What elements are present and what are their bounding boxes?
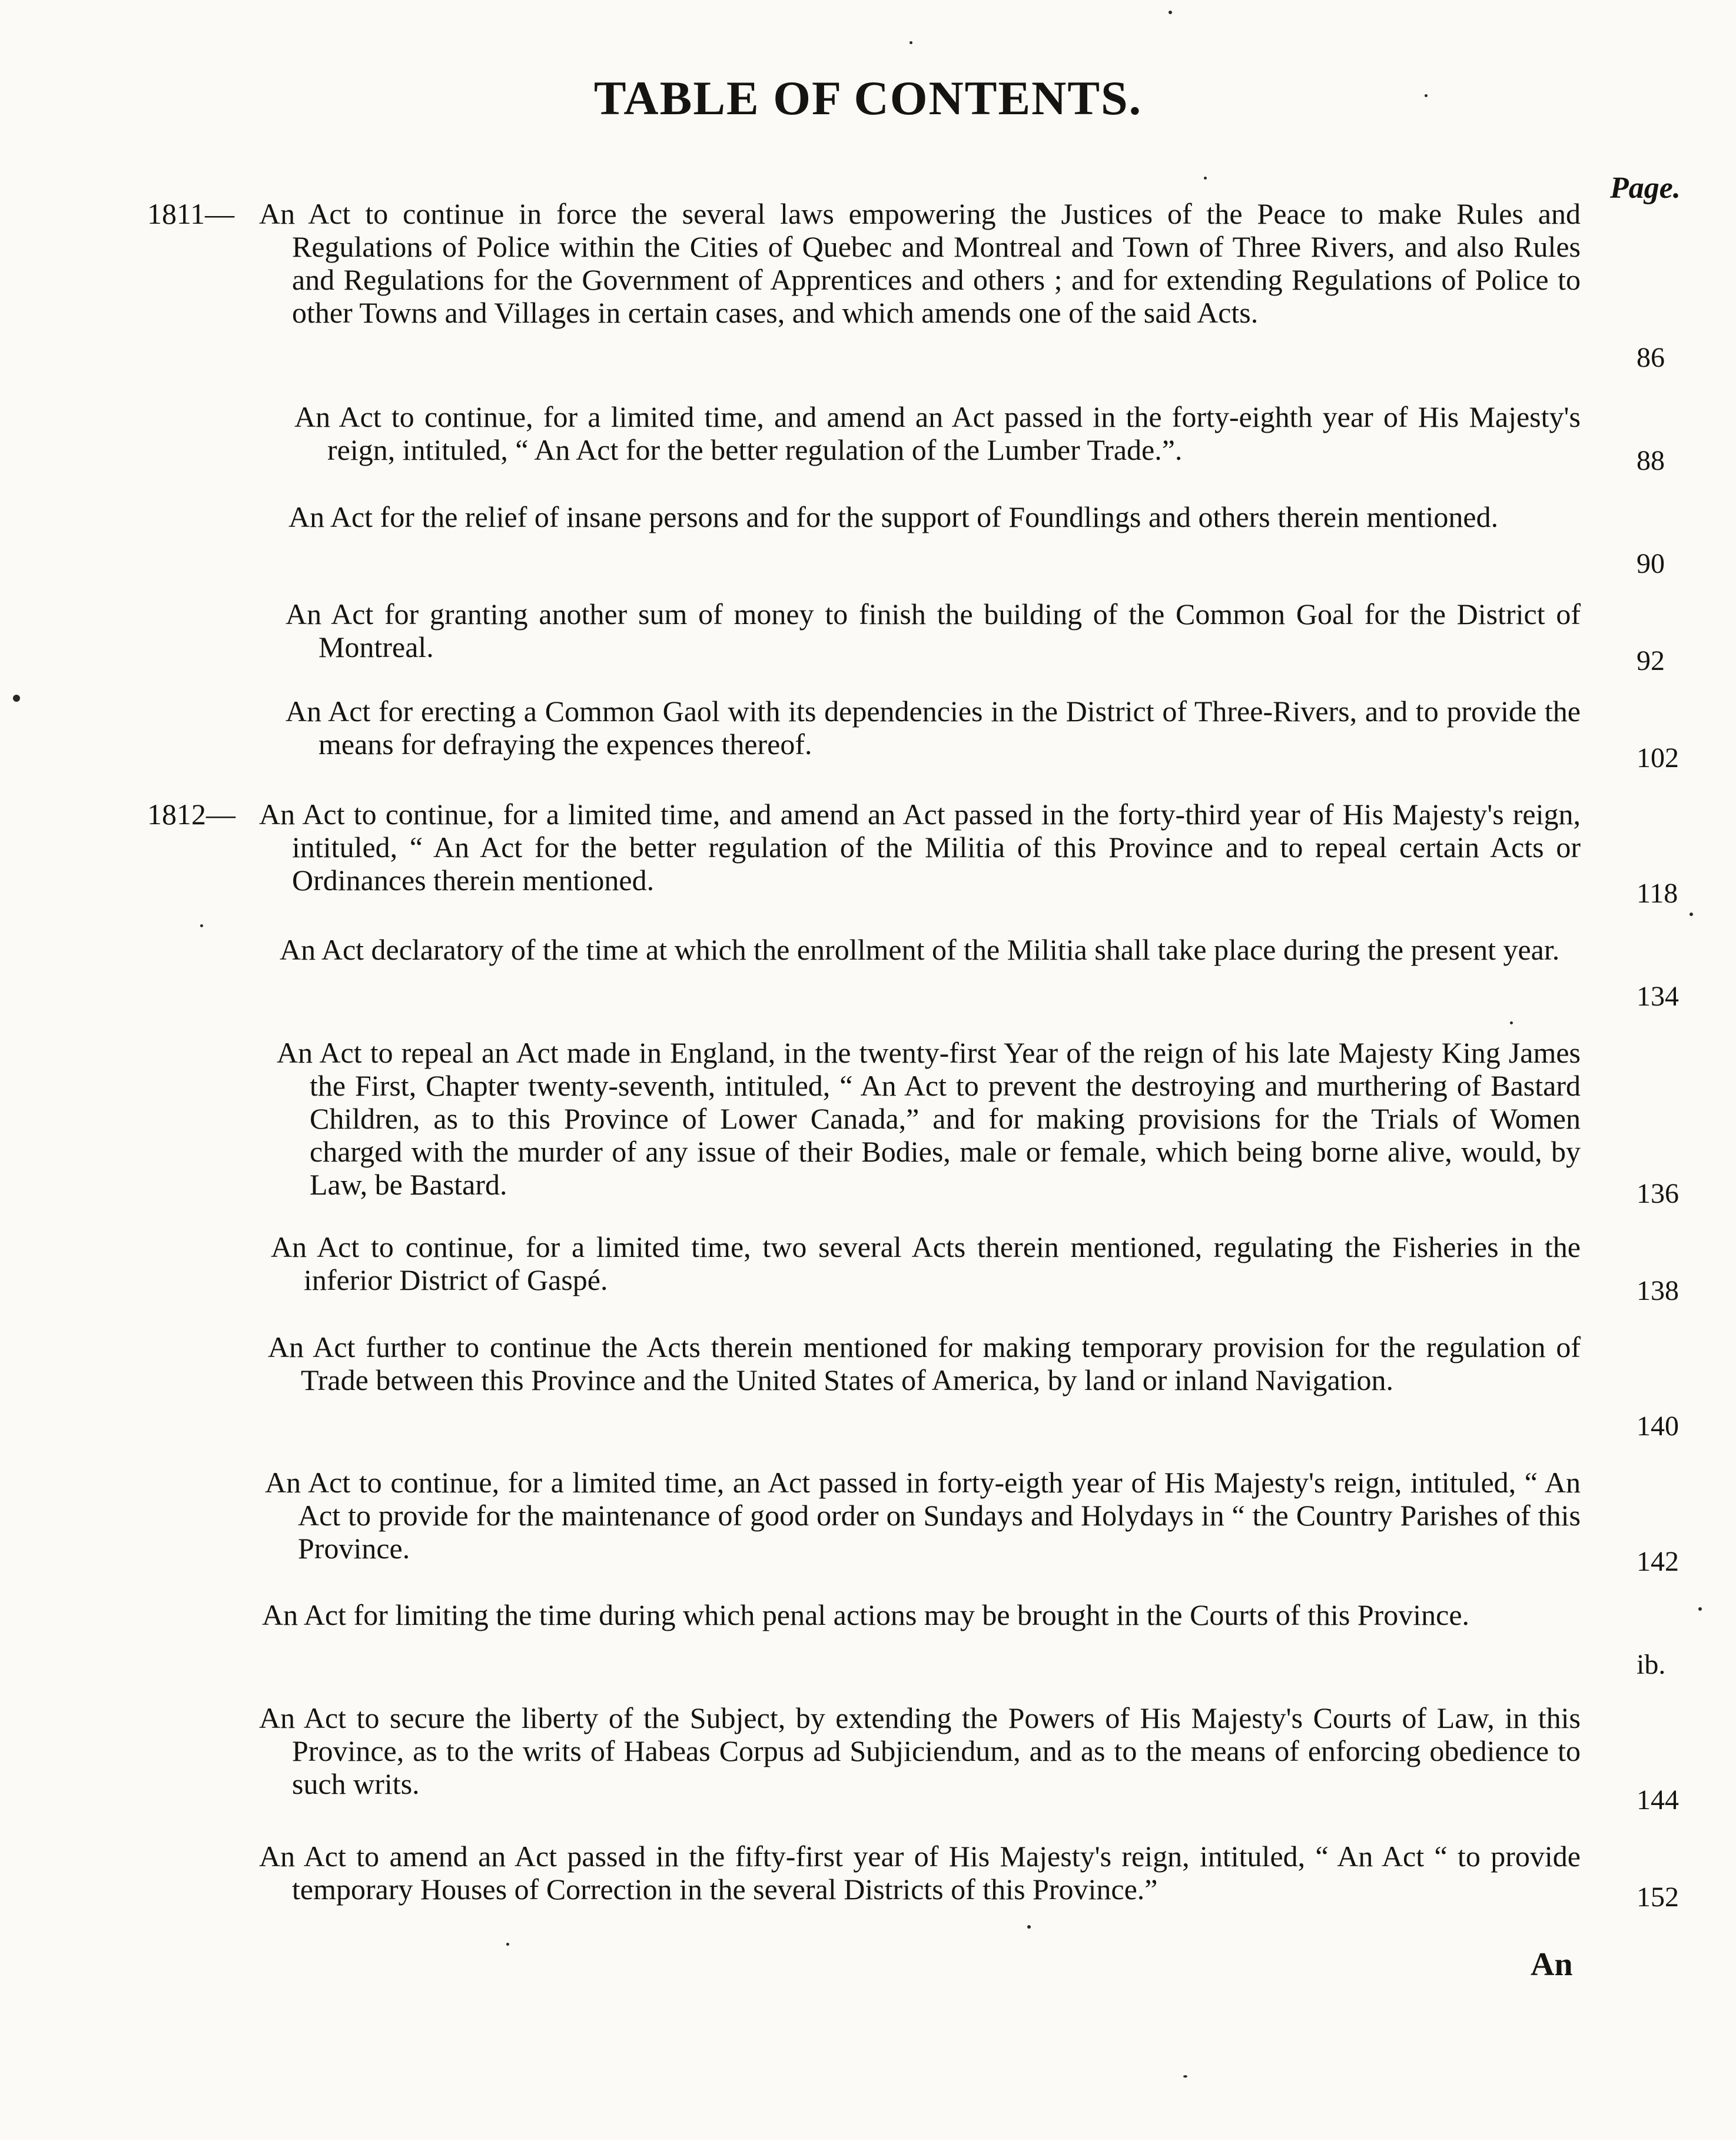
scan-speck [506, 1943, 509, 1946]
entry-text: An Act to continue, for a limited time, an Act passed in forty-eigth year of His Majesty's reign, intituled, “ An Act to provide for the maintenance of good order on Sundays and Holydays in “ the Country Parishes of this Province. [265, 1466, 1581, 1565]
entry-page-number: 138 [1637, 1275, 1679, 1306]
scan-speck [1689, 913, 1693, 916]
scan-speck [1169, 11, 1172, 14]
toc-entry [265, 1466, 1581, 1565]
entry-text: An Act to continue, for a limited time, and amend an Act passed in the forty-eighth year of His Majesty's reign, intituled, “ An Act for the better regulation of the Lumber Trade.”. [294, 400, 1581, 466]
toc-entry [259, 1701, 1581, 1800]
scan-speck [1183, 2075, 1187, 2078]
toc-entry [271, 1230, 1581, 1296]
scan-speck [13, 695, 20, 702]
entry-page-number: 152 [1637, 1882, 1679, 1913]
entry-text: An Act for granting another sum of money to finish the building of the Common Goal for the District of Montreal. [286, 598, 1581, 663]
toc-entry [286, 695, 1581, 761]
toc-entry [286, 598, 1581, 663]
entry-page-number: 134 [1637, 981, 1679, 1012]
toc-entry [259, 1840, 1581, 1906]
toc-entry [147, 798, 1581, 897]
toc-entry [294, 400, 1581, 466]
entry-text: An Act for the relief of insane persons and for the support of Foundlings and others therein mentioned. [288, 500, 1499, 533]
entry-text: An Act declaratory of the time at which the enrollment of the Militia shall take place during the present year. [280, 933, 1560, 966]
entry-text: An Act for erecting a Common Gaol with its dependencies in the District of Three-Rivers, and to provide the means for defraying the expences thereof. [286, 695, 1581, 761]
toc-entry [288, 500, 1581, 533]
entry-page-number: 88 [1637, 445, 1665, 476]
entry-page-number: 90 [1637, 548, 1665, 579]
entry-page-number: 102 [1637, 742, 1679, 774]
toc-entry [280, 933, 1581, 966]
toc-entry [147, 197, 1581, 329]
entry-page-number: ib. [1637, 1649, 1666, 1680]
scan-speck [1510, 1021, 1513, 1024]
entry-text: An Act to secure the liberty of the Subject, by extending the Powers of His Majesty's Courts of Law, in this Province, as to the writs of Habeas Corpus ad Subjiciendum, and as to the means of enforcing obedience to such writs. [259, 1701, 1581, 1800]
entry-text: An Act for limiting the time during which penal actions may be brought in the Courts of this Province. [262, 1598, 1470, 1631]
entry-year: 1811— [147, 197, 235, 230]
scan-speck [200, 924, 203, 927]
scan-speck [1027, 1925, 1031, 1929]
entry-page-number: 86 [1637, 342, 1665, 373]
entry-page-number: 118 [1637, 878, 1678, 909]
scan-speck [1204, 177, 1207, 180]
toc-entry [268, 1331, 1581, 1396]
toc-entry [262, 1598, 1581, 1631]
entry-text: An Act further to continue the Acts therein mentioned for making temporary provision for the regulation of Trade between this Province and the United States of America, by land or inland Navigation. [268, 1331, 1581, 1396]
scan-speck [1698, 1607, 1702, 1611]
entry-text: An Act to continue, for a limited time, and amend an Act passed in the forty-third year of His Majesty's reign, intituled, “ An Act for the better regulation of the Militia of this Province and to repeal certain Acts or Ordinances therein mentioned. [259, 798, 1581, 897]
entry-page-number: 144 [1637, 1784, 1679, 1816]
scan-speck [1425, 94, 1428, 97]
entry-text: An Act to continue, for a limited time, two several Acts therein mentioned, regulating the Fisheries in the inferior District of Gaspé. [271, 1230, 1581, 1296]
entry-page-number: 142 [1637, 1546, 1679, 1577]
page-title: TABLE OF CONTENTS. [593, 71, 1143, 125]
scan-speck [910, 41, 912, 44]
page-column-label: Page. [1610, 171, 1681, 205]
entry-page-number: 140 [1637, 1411, 1679, 1442]
entry-text: An Act to amend an Act passed in the fifty-first year of His Majesty's reign, intituled, “ An Act “ to provide temporary Houses of Correction in the several Districts of this Province.” [259, 1840, 1581, 1906]
entry-year: 1812— [147, 798, 235, 831]
catchword: An [1531, 1946, 1573, 1983]
entry-text: An Act to continue in force the several laws empowering the Justices of the Peace to make Rules and Regulations of Police within the Cities of Quebec and Montreal and Town of Three Rivers, and also Rules and Regulations for the Government of Apprentices and others ; and for extending Regulations of Police to other Towns and Villages in certain cases, and which amends one of the said Acts. [259, 197, 1581, 329]
entry-page-number: 136 [1637, 1178, 1679, 1209]
toc-entry [277, 1036, 1581, 1201]
entry-text: An Act to repeal an Act made in England, in the twenty-first Year of the reign of his late Majesty King James the First, Chapter twenty-seventh, intituled, “ An Act to prevent the destroying and murthering of Bastard Children, as to this Province of Lower Canada,” and for making provisions for the Trials of Women charged with the murder of any issue of their Bodies, male or female, which being borne alive, would, by Law, be Bastard. [277, 1036, 1581, 1201]
entry-page-number: 92 [1637, 645, 1665, 676]
